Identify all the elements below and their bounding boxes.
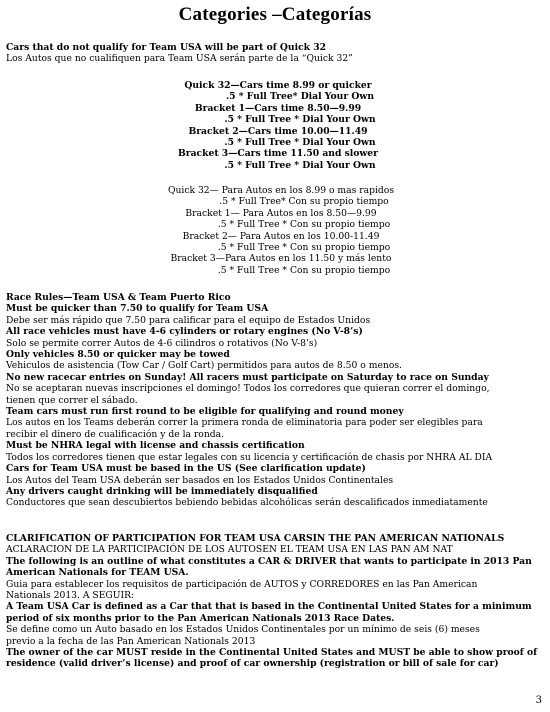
rule-line: Only vehicles 8.50 or quicker may be towed xyxy=(6,349,230,361)
clarification-line: period of six months prior to the Pan American Nationals 2013 Race Dates. xyxy=(6,612,395,624)
category-line: .5 * Full Tree * Con su propio tiempo xyxy=(217,264,391,276)
rule-line: Vehiculos de asistencia (Tow Car / Golf Cart) permitidos para autos de 8.50 o menos. xyxy=(6,360,402,372)
intro-section xyxy=(6,42,544,65)
clarification-line: American Nationals for TEAM USA. xyxy=(6,567,189,579)
category-line: Bracket 2— Para Autos en los 10.00-11.49 xyxy=(182,230,380,242)
page-number: 3 xyxy=(535,695,542,706)
category-line: Bracket 2—Cars time 10.00—11.49 xyxy=(188,125,368,137)
race-rules-section xyxy=(6,292,544,509)
category-line: .5 * Full Tree * Dial Your Own xyxy=(224,114,376,126)
category-line: Bracket 1— Para Autos en los 8.50—9.99 xyxy=(185,207,377,219)
category-line: .5 * Full Tree * Dial Your Own xyxy=(224,137,376,149)
category-line: .5 * Full Tree * Con su propio tiempo xyxy=(217,242,391,254)
clarification-line: CLARIFICATION OF PARTICIPATION FOR TEAM USA CARSIN THE PAN AMERICAN NATIONALS xyxy=(6,533,505,544)
rule-line: tienen que correr el sábado. xyxy=(6,394,138,406)
rule-line: Team cars must run first round to be eligible for qualifying and round money xyxy=(6,406,404,418)
rule-line: Solo se permite correr Autos de 4-6 cilindros o rotativos (No V-8’s) xyxy=(6,337,318,349)
category-line: .5 * Full Tree * Con su propio tiempo xyxy=(217,219,391,231)
category-line: .5 * Full Tree* Con su propio tiempo xyxy=(219,196,389,208)
rule-line: Todos los corredores tienen que estar legales con su licencia y certificación de chasis por NHRA AL DIA xyxy=(6,451,493,463)
rule-line: recibir el dinero de cualificación y de la ronda. xyxy=(6,428,225,440)
intro-english: Cars that do not qualify for Team USA will be part of Quick 32 xyxy=(6,42,327,53)
category-line: .5 * Full Tree * Dial Your Own xyxy=(224,159,376,171)
category-line: Quick 32—Cars time 8.99 or quicker xyxy=(184,80,372,91)
rule-line: Any drivers caught drinking will be immediately disqualified xyxy=(6,485,318,497)
clarification-line: Se define como un Auto basado en los Estados Unidos Continentales por un mínimo de seis (6) meses xyxy=(6,624,480,636)
rule-line: Conductores que sean descubiertos bebiendo bebidas alcohólicas serán descalificados inmediatamente xyxy=(6,497,488,509)
rule-line: Must be quicker than 7.50 to qualify for Team USA xyxy=(6,303,269,315)
clarification-line: ACLARACION DE LA PARTICIPACIÓN DE LOS AUTOSEN EL TEAM USA EN LAS PAN AM NAT xyxy=(6,544,453,556)
clarification-line: A Team USA Car is defined as a Car that that is based in the Continental United States for a minimum xyxy=(6,601,532,613)
category-line: Bracket 3—Para Autos en los 11.50 y más lento xyxy=(170,253,392,265)
clarification-line: The owner of the car MUST reside in the Continental United States and MUST be able to show proof of xyxy=(6,647,538,659)
categories-spanish xyxy=(6,185,544,276)
rule-line: Cars for Team USA must be based in the US (See clarification update) xyxy=(6,463,366,475)
category-line: .5 * Full Tree* Dial Your Own xyxy=(225,91,374,103)
clarification-line: residence (valid driver’s license) and proof of car ownership (registration or bill of sale for car) xyxy=(6,658,499,670)
clarification-line: Nationals 2013. A SEGUIR: xyxy=(6,590,135,602)
rule-line: No se aceptaran nuevas inscripciones el domingo! Todos los corredores que quieran correr el domingo, xyxy=(6,383,490,395)
category-line: Bracket 3—Cars time 11.50 and slower xyxy=(178,148,378,160)
rule-line: All race vehicles must have 4-6 cylinders or rotary engines (No V-8’s) xyxy=(6,326,363,338)
rule-line: Must be NHRA legal with license and chassis certification xyxy=(6,440,305,452)
rule-line: Los Autos del Team USA deberán ser basados en los Estados Unidos Continentales xyxy=(6,474,394,486)
category-line: Bracket 1—Cars time 8.50—9.99 xyxy=(194,102,362,114)
rule-line: Debe ser más rápido que 7.50 para calificar para el equipo de Estados Unidos xyxy=(6,314,371,326)
rule-line: Race Rules—Team USA & Team Puerto Rico xyxy=(6,292,231,303)
rule-line: Los autos en los Teams deberán correr la primera ronda de eliminatoria para poder ser elegibles para xyxy=(6,417,483,429)
clarification-line: The following is an outline of what constitutes a CAR & DRIVER that wants to participate in 2013 Pan xyxy=(6,555,532,567)
intro-spanish: Los Autos que no cualifiquen para Team USA serán parte de la “Quick 32” xyxy=(6,53,353,65)
category-line: Quick 32— Para Autos en los 8.99 o mas rapidos xyxy=(167,185,395,196)
categories-english xyxy=(6,80,544,171)
rule-line: No new racecar entries on Sunday! All racers must participate on Saturday to race on Sunday xyxy=(6,371,489,383)
clarification-line: previo a la fecha de las Pan American Nationals 2013 xyxy=(6,635,256,647)
clarification-section xyxy=(6,533,544,670)
clarification-line: Guia para establecer los requisitos de participación de AUTOS y CORREDORES en las Pan American xyxy=(6,578,478,590)
page-title: Categories –Categorías xyxy=(178,4,372,25)
